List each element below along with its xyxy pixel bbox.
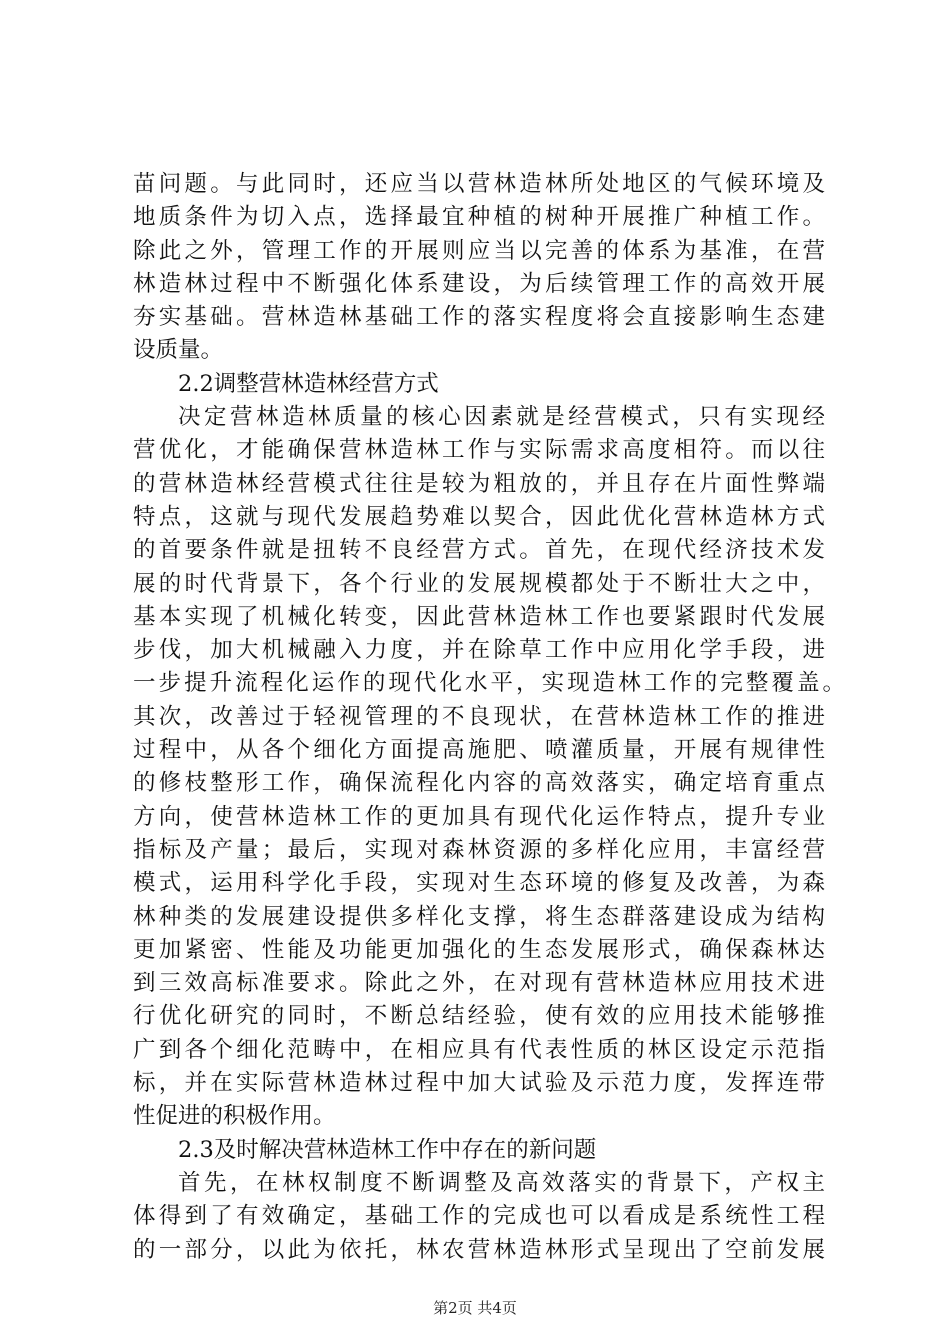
text-line: 基本实现了机械化转变，因此营林造林工作也要紧跟时代发展: [133, 603, 825, 630]
text-line: 更加紧密、性能及功能更加强化的生态发展形式，确保森林达: [133, 936, 825, 963]
text-line: 一步提升流程化运作的现代化水平，实现造林工作的完整覆盖。: [133, 670, 845, 697]
text-line: 广到各个细化范畴中，在相应具有代表性质的林区设定示范指: [133, 1036, 825, 1063]
text-line: 的营林造林经营模式往往是较为粗放的，并且存在片面性弊端: [133, 470, 825, 497]
text-line: 的修枝整形工作，确保流程化内容的高效落实，确定培育重点: [133, 770, 825, 797]
text-line: 特点，这就与现代发展趋势难以契合，因此优化营林造林方式: [133, 503, 825, 530]
text-line: 的首要条件就是扭转不良经营方式。首先，在现代经济技术发: [133, 537, 825, 564]
text-line: 标，并在实际营林造林过程中加大试验及示范力度，发挥连带: [133, 1070, 825, 1097]
section-heading-2-3: 2.3及时解决营林造林工作中存在的新问题: [178, 1136, 597, 1163]
text-line: 夯实基础。营林造林基础工作的落实程度将会直接影响生态建: [133, 304, 825, 331]
text-line: 除此之外，管理工作的开展则应当以完善的体系为基准，在营: [133, 237, 825, 264]
text-line: 决定营林造林质量的核心因素就是经营模式，只有实现经: [178, 404, 825, 431]
text-line: 性促进的积极作用。: [133, 1103, 336, 1130]
text-line: 指标及产量；最后，实现对森林资源的多样化应用，丰富经营: [133, 836, 825, 863]
text-line: 营优化，才能确保营林造林工作与实际需求高度相符。而以往: [133, 437, 825, 464]
text-line: 首先，在林权制度不断调整及高效落实的背景下，产权主: [178, 1169, 825, 1196]
text-line: 体得到了有效确定，基础工作的完成也可以看成是系统性工程: [133, 1203, 825, 1230]
document-body: [133, 168, 845, 1267]
text-line: 设质量。: [133, 337, 224, 364]
text-line: 其次，改善过于轻视管理的不良现状，在营林造林工作的推进: [133, 703, 825, 730]
section-heading-2-2: 2.2调整营林造林经营方式: [178, 370, 439, 397]
text-line: 地质条件为切入点，选择最宜种植的树种开展推广种植工作。: [133, 204, 825, 231]
text-line: 过程中，从各个细化方面提高施肥、喷灌质量，开展有规律性: [133, 737, 825, 764]
text-line: 展的时代背景下，各个行业的发展规模都处于不断壮大之中，: [133, 570, 825, 597]
text-line: 苗问题。与此同时，还应当以营林造林所处地区的气候环境及: [133, 171, 825, 197]
text-line: 的一部分，以此为依托，林农营林造林形式呈现出了空前发展: [133, 1236, 825, 1263]
text-line: 到三效高标准要求。除此之外，在对现有营林造林应用技术进: [133, 970, 825, 997]
page-number-footer: 第2页 共4页: [433, 1299, 517, 1317]
text-line: 模式，运用科学化手段，实现对生态环境的修复及改善，为森: [133, 870, 825, 897]
text-line: 行优化研究的同时，不断总结经验，使有效的应用技术能够推: [133, 1003, 825, 1030]
text-line: 林种类的发展建设提供多样化支撑，将生态群落建设成为结构: [133, 903, 825, 930]
text-line: 林造林过程中不断强化体系建设，为后续管理工作的高效开展: [133, 270, 825, 297]
text-line: 方向，使营林造林工作的更加具有现代化运作特点，提升专业: [133, 803, 825, 830]
text-line: 步伐，加大机械融入力度，并在除草工作中应用化学手段，进: [133, 637, 825, 664]
